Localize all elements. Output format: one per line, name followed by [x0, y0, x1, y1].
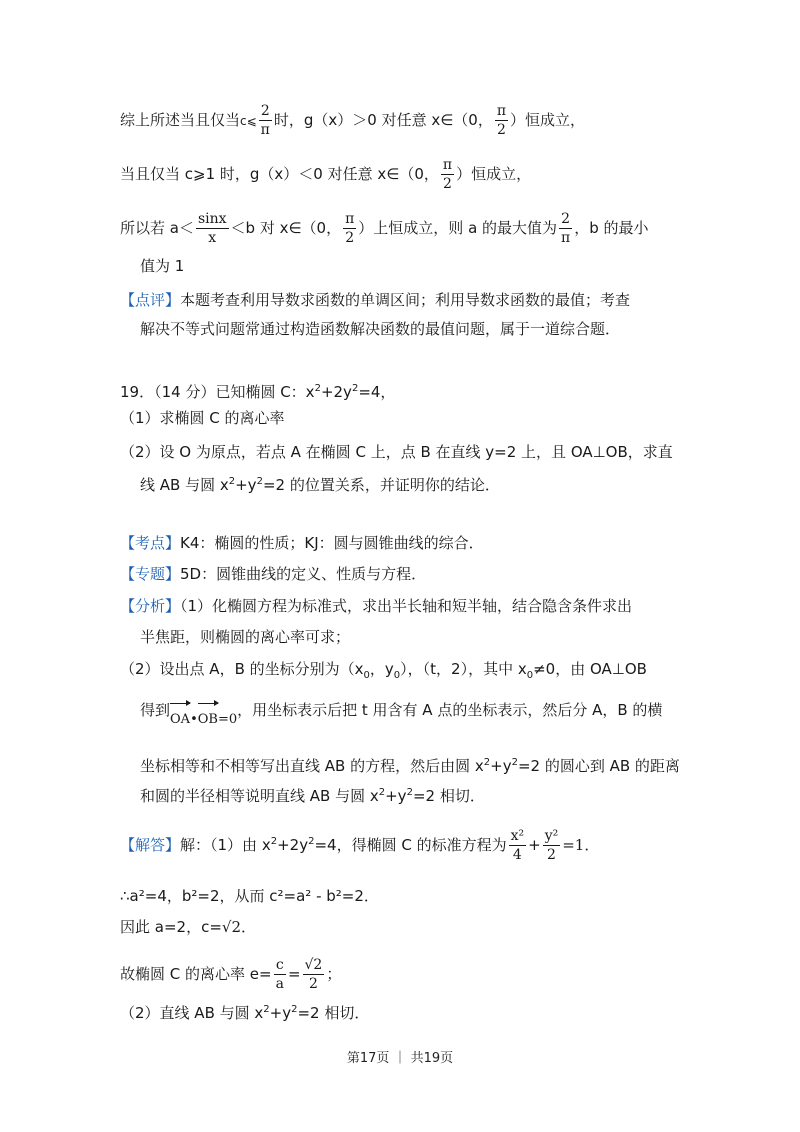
superscript: 2 [314, 383, 321, 394]
jieda-line [120, 958, 341, 991]
fraction [559, 212, 572, 245]
superscript: 2 [406, 787, 413, 798]
text: 线 AB 与圆 x [140, 476, 229, 494]
text: 本题考查利用导数求函数的单调区间；利用导数求函数的最值；考查 [180, 291, 631, 309]
fraction [543, 829, 561, 862]
numerator: π [496, 103, 507, 119]
text: 5D：圆锥曲线的定义、性质与方程． [180, 565, 427, 583]
question-part: （1）求椭圆 C 的离心率 [120, 409, 285, 427]
text: =1． [562, 836, 600, 854]
text: （2）设出点 A，B 的坐标分别为（x [120, 660, 364, 678]
kaodian-tag: 【考点】 [120, 534, 181, 552]
text: OA [170, 712, 191, 727]
superscript: 2 [351, 383, 359, 394]
text: c⩽ [240, 114, 257, 128]
text: ），（t，2），其中 x [400, 660, 527, 678]
text: ，用坐标表示后把 t 用含有 A 点的坐标表示，然后分 A，B 的横 [237, 701, 663, 719]
kaodian-line [120, 532, 484, 554]
text: ，b 的最小 [574, 219, 649, 237]
text: 和圆的半径相等说明直线 AB 与圆 x [140, 787, 379, 805]
superscript: 2 [228, 476, 236, 487]
numerator: c [274, 958, 286, 975]
text: 得到 [140, 701, 171, 719]
fraction [509, 829, 527, 862]
text: （2）直线 AB 与圆 x [120, 1004, 264, 1022]
vector-expression [170, 707, 237, 731]
fraction [495, 104, 508, 137]
jieda-line [120, 829, 599, 862]
superscript: 2 [291, 1004, 298, 1015]
text: +y [490, 757, 512, 775]
fraction [274, 958, 286, 991]
vector-ob [198, 709, 218, 731]
text: = [287, 965, 301, 983]
review-line [120, 289, 630, 311]
text: （1）化椭圆方程为标准式，求出半长轴和短半轴，结合隐含条件求出 [180, 597, 633, 615]
page-footer: 第17页 ｜ 共19页 [346, 1051, 454, 1066]
text: ，y [369, 660, 394, 678]
review-tag: 【点评】 [120, 291, 181, 309]
superscript: 2 [256, 476, 263, 487]
numerator: sinx [197, 211, 227, 227]
denominator: π [260, 122, 270, 138]
sqrt-two: √2 [221, 918, 241, 936]
text-line: 值为 1 [140, 257, 185, 275]
text: ； [326, 965, 342, 983]
text: =4， [358, 383, 396, 401]
text: +y [269, 1004, 292, 1022]
denominator: 2 [345, 230, 355, 246]
text: 坐标相等和不相等写出直线 AB 的方程，然后由圆 x [140, 757, 484, 775]
fraction [303, 958, 325, 991]
denominator: 2 [443, 176, 452, 192]
fenxi-line [140, 782, 485, 807]
text: K4：椭圆的性质；KJ：圆与圆锥曲线的综合． [180, 534, 484, 552]
denominator: a [275, 976, 284, 992]
text-line [120, 104, 585, 137]
text: ）上恒成立，则 a 的最大值为 [358, 219, 558, 237]
denominator: 4 [512, 847, 522, 863]
question-title [120, 378, 395, 403]
superscript: 2 [378, 787, 386, 798]
fraction [196, 212, 229, 245]
text: =0 [217, 712, 238, 727]
denominator: 2 [546, 847, 556, 863]
review-line: 解决不等式问题常通过构造函数解决函数的最值问题，属于一道综合题． [140, 320, 621, 338]
denominator: π [561, 230, 571, 246]
text: ）恒成立， [510, 111, 586, 129]
text: +y [235, 476, 257, 494]
text: 解：（1）由 x [180, 836, 271, 854]
fraction [441, 158, 454, 191]
superscript: 2 [263, 1004, 270, 1015]
superscript: 2 [511, 757, 518, 768]
text: =2 的位置关系，并证明你的结论． [262, 476, 500, 494]
text: • [190, 712, 198, 727]
text: =4，得椭圆 C 的标准方程为 [314, 836, 507, 854]
numerator: π [345, 211, 355, 227]
denominator: x [208, 230, 217, 246]
numerator: 2 [559, 212, 572, 229]
fraction [343, 212, 356, 245]
fraction [259, 104, 272, 137]
text: OB [197, 712, 218, 727]
numerator: 2 [259, 104, 272, 121]
subscript: 0 [526, 670, 534, 681]
jieda-line [120, 999, 369, 1024]
text: =2 的圆心到 AB 的距离 [517, 757, 680, 775]
text: 所以若 a＜ [120, 219, 194, 237]
zhuanti-tag: 【专题】 [120, 565, 181, 583]
text: 19．（14 分）已知椭圆 C：x [120, 383, 315, 401]
text: +2y [277, 836, 309, 854]
jieda-line [120, 916, 256, 938]
fenxi-line [140, 752, 680, 777]
denominator: 2 [496, 122, 506, 138]
superscript: 2 [483, 757, 491, 768]
superscript: 2 [308, 836, 315, 847]
text: 当且仅当 c⩾1 时，g（x）＜0 对任意 x∈（0， [120, 165, 439, 183]
jieda-tag: 【解答】 [120, 836, 181, 854]
text: 故椭圆 C 的离心率 e= [120, 965, 272, 983]
fenxi-line [140, 699, 662, 731]
numerator: π [442, 157, 453, 173]
text: ）恒成立， [456, 165, 532, 183]
zhuanti-line [120, 563, 426, 585]
question-part: （2）设 O 为原点，若点 A 在椭圆 C 上，点 B 在直线 y=2 上，且 OA⊥OB，求直 [120, 443, 673, 461]
fenxi-line [120, 595, 632, 617]
text: =2 相切． [412, 787, 485, 805]
denominator: 2 [308, 976, 318, 992]
text: +2y [320, 383, 352, 401]
fenxi-line [120, 658, 647, 687]
subscript: 0 [393, 670, 401, 681]
text-line [120, 212, 649, 245]
text: 因此 a=2，c= [120, 918, 222, 936]
numerator: √2 [304, 957, 323, 973]
vector-arrow-icon [198, 703, 218, 704]
text: +y [385, 787, 407, 805]
vector-arrow-icon [170, 703, 190, 704]
text-line [120, 158, 531, 191]
text: ＜b 对 x∈（0， [230, 219, 342, 237]
text: ． [241, 918, 257, 936]
jieda-line: ∴a²=4，b²=2，从而 c²=a² - b²=2． [120, 887, 379, 905]
question-part [140, 471, 500, 496]
fenxi-tag: 【分析】 [120, 597, 181, 615]
superscript: 2 [270, 836, 278, 847]
subscript: 0 [363, 670, 370, 681]
text: ≠0，由 OA⊥OB [533, 660, 647, 678]
fenxi-line: 半焦距，则椭圆的离心率可求； [140, 628, 351, 646]
text: 综上所述当且仅当 [120, 111, 241, 129]
vector-oa [170, 709, 190, 731]
numerator: x² [510, 828, 525, 844]
numerator: y² [544, 828, 559, 844]
text: + [528, 836, 541, 854]
text: 时，g（x）＞0 对任意 x∈（0， [273, 111, 493, 129]
text: =2 相切． [297, 1004, 370, 1022]
